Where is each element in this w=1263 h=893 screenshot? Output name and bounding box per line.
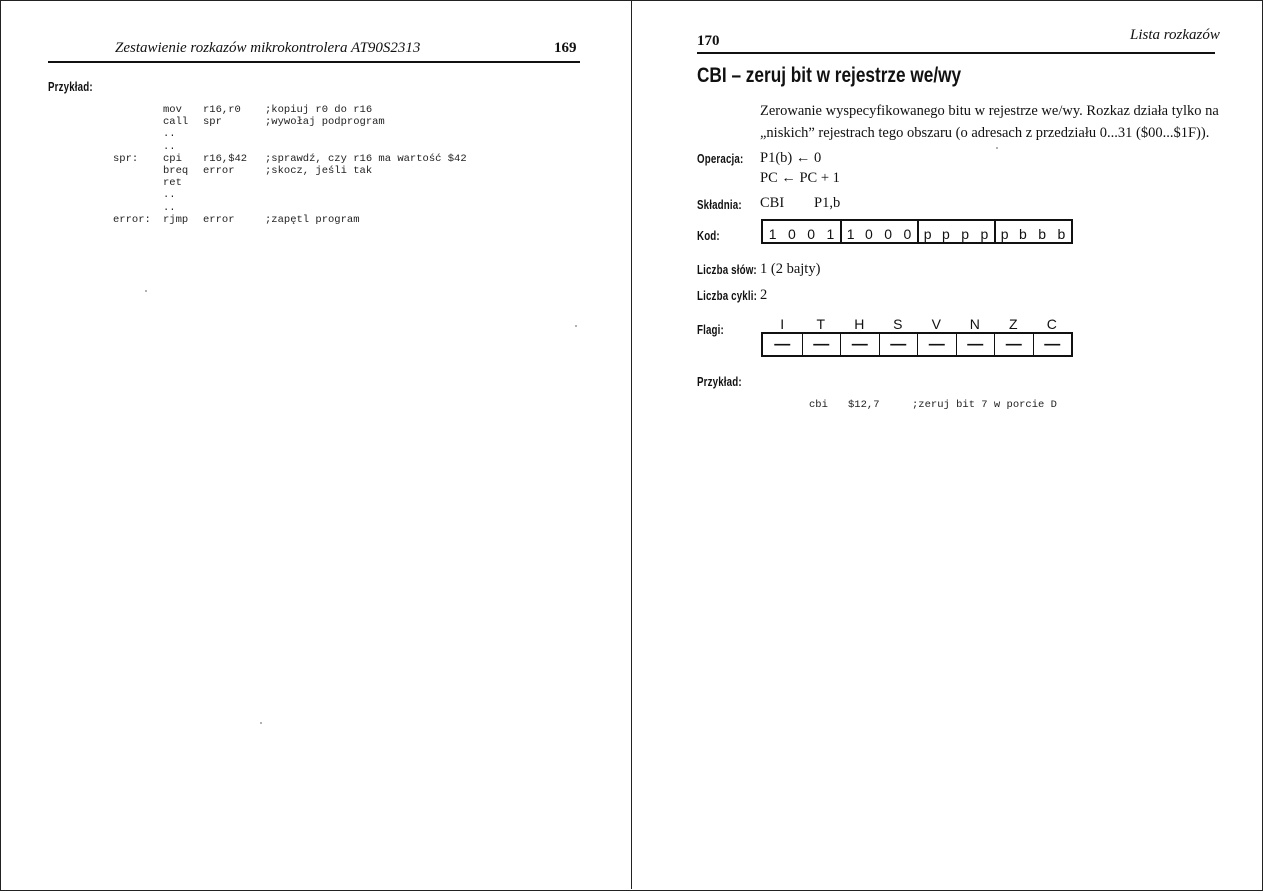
- words-label: Liczba słów:: [697, 263, 757, 277]
- example-op: cbi: [809, 399, 828, 411]
- flag-value: —: [774, 335, 791, 353]
- cycles-value: 2: [760, 287, 768, 303]
- flag-value: —: [840, 333, 879, 356]
- opcode-bit: p: [994, 221, 1013, 242]
- opcode-bit: p: [961, 226, 970, 242]
- right-page-number: 170: [697, 33, 720, 49]
- description-line-1: Zerowanie wyspecyfikowanego bitu w rejestrze we/wy. Rozkaz działa tylko na: [760, 103, 1219, 119]
- flag-value: —: [994, 333, 1033, 356]
- code-op: ..: [163, 189, 176, 202]
- left-running-header: Zestawienie rozkazów mikrokontrolera AT90S2313: [115, 40, 421, 56]
- opcode-bit: b: [1057, 226, 1066, 242]
- cycles-label: Liczba cykli:: [697, 289, 758, 303]
- opcode-bit-box: [761, 219, 1073, 244]
- right-example-label: Przykład:: [697, 375, 742, 389]
- code-op: mov: [163, 104, 182, 116]
- example-args: $12,7: [848, 399, 880, 411]
- flag-value: —: [1033, 333, 1072, 356]
- instruction-heading: CBI – zeruj bit w rejestrze we/wy: [697, 64, 962, 87]
- page-gutter: [631, 0, 632, 889]
- right-header-rule: [697, 52, 1215, 54]
- operation-label: Operacja:: [697, 152, 744, 166]
- opcode-bit: 0: [864, 226, 873, 242]
- flag-name: Z: [1008, 316, 1018, 332]
- words-value: 1 (2 bajty): [760, 261, 821, 277]
- opcode-bit: 1: [768, 226, 777, 242]
- opcode-bit: 1: [840, 221, 859, 242]
- flag-name: T: [816, 316, 826, 332]
- description-line-2: „niskich” rejestrach tego obszaru (o adresach z przedziału 0...31 ($00...$1F)).: [760, 125, 1210, 141]
- code-comment: ;zapętl program: [265, 213, 360, 226]
- left-page-number: 169: [554, 40, 577, 56]
- opcode-bit: b: [1018, 226, 1027, 242]
- code-comment: ;sprawdź, czy r16 ma wartość $42: [265, 152, 467, 165]
- code-op: ..: [163, 128, 176, 141]
- syntax-label: Składnia:: [697, 198, 742, 212]
- flag-name: C: [1046, 316, 1057, 332]
- example-comment: ;zeruj bit 7 w porcie D: [912, 399, 1057, 411]
- syntax-operands: P1,b: [814, 195, 841, 211]
- flag-name: S: [893, 316, 903, 332]
- code-args: error: [203, 213, 235, 226]
- left-example-label: Przykład:: [48, 80, 93, 94]
- code-comment: ;wywołaj podprogram: [265, 116, 385, 129]
- code-args: error: [203, 164, 235, 177]
- flag-name: I: [780, 316, 785, 332]
- code-args: r16,r0: [203, 104, 241, 116]
- operation-line-1: P1(b) ← 0: [760, 150, 822, 166]
- scan-speck: [145, 290, 147, 292]
- operation-line-2: PC ← PC + 1: [760, 170, 840, 186]
- opcode-bit: 0: [884, 226, 893, 242]
- opcode-bit: b: [1038, 226, 1047, 242]
- code-label: spr:: [113, 152, 139, 165]
- code-op: ..: [163, 140, 176, 153]
- code-op: breq: [163, 164, 189, 177]
- scan-speck: [996, 147, 998, 149]
- opcode-bit: 1: [826, 226, 835, 242]
- opcode-bit: p: [941, 226, 950, 242]
- code-op: call: [163, 116, 189, 129]
- code-comment: ;kopiuj r0 do r16: [265, 104, 373, 116]
- flag-value: —: [802, 333, 841, 356]
- flag-name: H: [854, 316, 865, 332]
- scan-speck: [575, 325, 577, 327]
- flag-value: —: [917, 333, 956, 356]
- code-args: spr: [203, 116, 222, 129]
- right-running-header: Lista rozkazów: [1130, 27, 1220, 43]
- code-label: error:: [113, 213, 151, 226]
- scan-speck: [260, 722, 262, 724]
- opcode-bit: p: [917, 221, 936, 242]
- code-comment: ;skocz, jeśli tak: [265, 164, 373, 177]
- opcode-bit: 0: [903, 226, 912, 242]
- opcode-bit: 0: [787, 226, 796, 242]
- flag-name: N: [969, 316, 980, 332]
- flag-value: —: [879, 333, 918, 356]
- left-header-rule: [48, 61, 580, 63]
- flags-label: Flagi:: [697, 323, 724, 337]
- opcode-bit: p: [980, 226, 989, 242]
- code-op: cpi: [163, 152, 182, 165]
- code-op: rjmp: [163, 213, 189, 226]
- flag-name: V: [931, 316, 941, 332]
- opcode-bit: 0: [807, 226, 816, 242]
- syntax-mnemonic: CBI: [760, 195, 785, 211]
- code-label: Kod:: [697, 229, 720, 243]
- code-op: ret: [163, 177, 182, 190]
- flag-value: —: [956, 333, 995, 356]
- code-op: ..: [163, 201, 176, 214]
- code-args: r16,$42: [203, 152, 248, 165]
